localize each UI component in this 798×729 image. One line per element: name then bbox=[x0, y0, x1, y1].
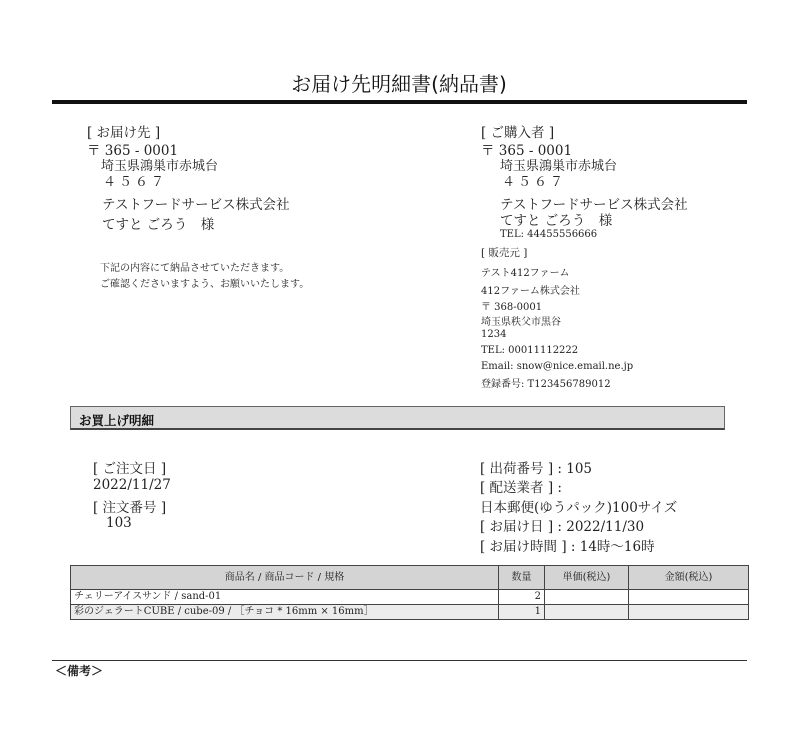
recipient-name: てすと ごろう 様 bbox=[102, 217, 215, 233]
seller-company: 412ファーム株式会社 bbox=[481, 286, 580, 297]
item-quantity: 1 bbox=[499, 605, 545, 620]
buyer-address1: 埼玉県鴻巣市赤城台 bbox=[500, 159, 618, 174]
recipient-company: テストフードサービス株式会社 bbox=[102, 197, 290, 213]
header-product: 商品名 / 商品コード / 規格 bbox=[71, 566, 499, 590]
purchase-details-title: お買上げ明細 bbox=[79, 413, 155, 428]
remarks-divider bbox=[52, 660, 747, 661]
seller-tel: TEL: 00011112222 bbox=[481, 345, 579, 356]
seller-shop: テスト412ファーム bbox=[481, 268, 570, 279]
document-title: お届け先明細書(納品書) bbox=[291, 72, 507, 96]
remarks-label: ＜備考＞ bbox=[55, 664, 104, 678]
items-table bbox=[70, 565, 749, 620]
purchase-details-bar bbox=[70, 406, 725, 430]
recipient-address2: ４５６７ bbox=[103, 175, 168, 190]
seller-registration: 登録番号: T123456789012 bbox=[481, 379, 611, 390]
notice-line2: ご確認くださいますよう、お願いいたします。 bbox=[100, 279, 310, 290]
header-unit-price: 単価(税込) bbox=[545, 566, 629, 590]
item-unit-price bbox=[545, 605, 629, 620]
buyer-address2: ４５６７ bbox=[502, 175, 567, 190]
table-row bbox=[71, 605, 749, 620]
seller-email: Email: snow@nice.email.ne.jp bbox=[481, 361, 634, 372]
seller-postal: 〒 368-0001 bbox=[481, 302, 543, 313]
buyer-postal: 〒 365 - 0001 bbox=[481, 143, 573, 159]
buyer-company: テストフードサービス株式会社 bbox=[500, 197, 688, 213]
title-divider bbox=[52, 100, 747, 104]
item-quantity: 2 bbox=[499, 590, 545, 605]
item-amount bbox=[629, 590, 749, 605]
order-date-label: [ ご注文日 ] bbox=[93, 461, 167, 477]
recipient-postal: 〒 365 - 0001 bbox=[87, 143, 179, 159]
item-name: チェリーアイスサンド / sand-01 bbox=[71, 590, 499, 605]
buyer-tel: TEL: 44455556666 bbox=[500, 229, 598, 240]
item-unit-price bbox=[545, 590, 629, 605]
carrier-value: 日本郵便(ゆうパック)100サイズ bbox=[480, 500, 678, 516]
buyer-name: てすと ごろう 様 bbox=[500, 213, 613, 229]
seller-address1: 埼玉県秩父市黒谷 bbox=[481, 317, 561, 328]
header-quantity: 数量 bbox=[499, 566, 545, 590]
seller-heading: [ 販売元 ] bbox=[481, 247, 528, 259]
header-amount: 金額(税込) bbox=[629, 566, 749, 590]
recipient-address1: 埼玉県鴻巣市赤城台 bbox=[101, 159, 219, 174]
items-table-header bbox=[71, 566, 749, 590]
delivery-date: [ お届け日 ] : 2022/11/30 bbox=[480, 519, 645, 535]
notice-line1: 下記の内容にて納品させていただきます。 bbox=[100, 263, 290, 274]
shipment-number: [ 出荷番号 ] : 105 bbox=[480, 461, 593, 477]
order-number-label: [ 注文番号 ] bbox=[93, 500, 167, 516]
table-row bbox=[71, 590, 749, 605]
seller-address2: 1234 bbox=[481, 329, 507, 340]
buyer-heading: [ ご購入者 ] bbox=[481, 125, 555, 141]
item-amount bbox=[629, 605, 749, 620]
item-name: 彩のジェラートCUBE / cube-09 / ［チョコ * 16mm × 16mm］ bbox=[71, 605, 499, 620]
recipient-heading: [ お届け先 ] bbox=[87, 125, 161, 141]
delivery-time: [ お届け時間 ] : 14時～16時 bbox=[480, 539, 655, 555]
carrier-label: [ 配送業者 ] : bbox=[480, 480, 562, 496]
order-date-value: 2022/11/27 bbox=[93, 477, 171, 493]
order-number-value: 103 bbox=[106, 515, 132, 531]
